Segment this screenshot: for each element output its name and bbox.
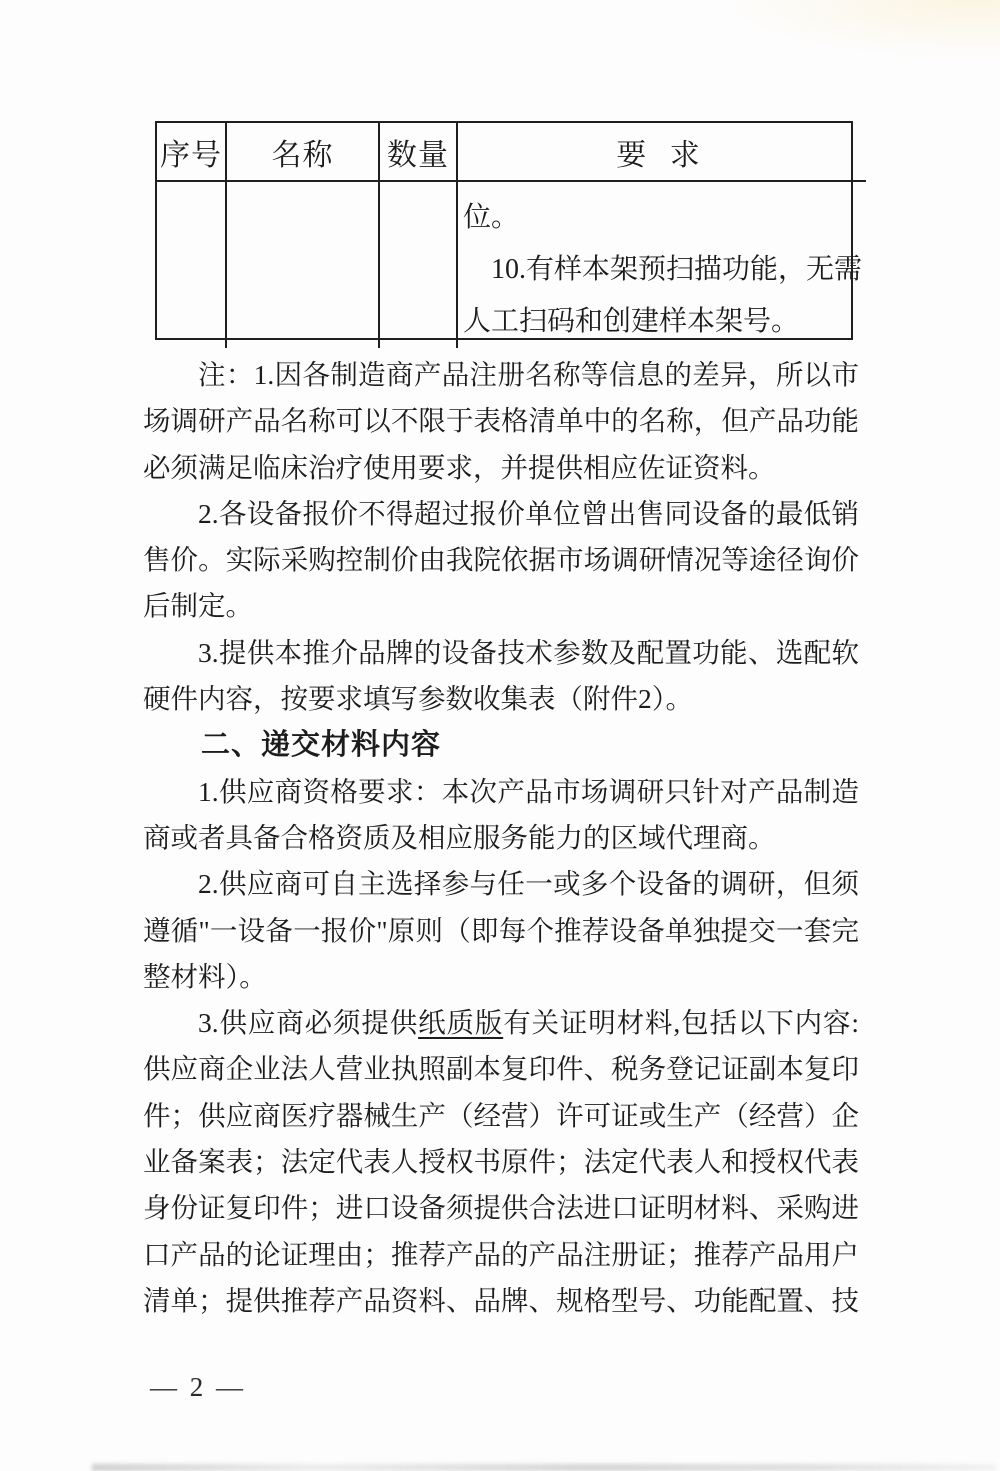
body-text-segment: 3.供应商必须提供 — [198, 1007, 419, 1039]
body-line: 清单；提供推荐产品资料、品牌、规格型号、功能配置、技 — [143, 1284, 859, 1316]
table-cell-seq — [157, 180, 225, 348]
table-header-qty: 数量 — [378, 123, 456, 180]
note-line: 2.各设备报价不得超过报价单位曾出售同设备的最低销 — [198, 497, 859, 529]
table-cell-requirement — [456, 180, 866, 348]
section-heading: 二、递交材料内容 — [201, 729, 442, 762]
requirement-line: 人工扫码和创建样本架号。 — [463, 306, 800, 337]
body-line: 身份证复印件；进口设备须提供合法进口证明材料、采购进 — [143, 1192, 859, 1224]
table-header-name: 名称 — [225, 123, 378, 180]
scan-edge-smudge — [92, 1464, 996, 1471]
body-line: 1.供应商资格要求：本次产品市场调研只针对产品制造 — [198, 775, 859, 807]
body-line: 整材料）。 — [143, 960, 267, 992]
requirements-table — [155, 121, 863, 340]
body-line-with-underline — [143, 1000, 859, 1046]
underlined-phrase: 纸质版 — [418, 1007, 504, 1039]
document-body — [143, 352, 859, 1324]
note-line: 硬件内容，按要求填写参数收集表（附件2）。 — [143, 683, 693, 715]
body-line: 件；供应商医疗器械生产（经营）许可证或生产（经营）企 — [143, 1099, 859, 1131]
table-cell-name — [225, 180, 378, 348]
body-line: 口产品的论证理由；推荐产品的产品注册证；推荐产品用户 — [143, 1238, 859, 1270]
requirement-line: 10.有样本架预扫描功能，无需 — [491, 254, 863, 285]
note-line: 3.提供本推介品牌的设备技术参数及配置功能、选配软 — [198, 636, 859, 668]
note-line: 后制定。 — [143, 590, 253, 622]
note-line: 必须满足临床治疗使用要求，并提供相应佐证资料。 — [143, 451, 776, 483]
body-line: 供应商企业法人营业执照副本复印件、税务登记证副本复印 — [143, 1053, 859, 1085]
page-number: — 2 — — [150, 1372, 246, 1402]
note-line: 注：1.因各制造商产品注册名称等信息的差异，所以市 — [198, 359, 859, 390]
table-header-requirement: 要 求 — [456, 123, 866, 180]
body-line: 业备案表；法定代表人授权书原件；法定代表人和授权代表 — [143, 1146, 859, 1178]
body-line: 遵循"一设备一报价"原则（即每个推荐设备单独提交一套完 — [143, 914, 859, 946]
note-line: 售价。实际采购控制价由我院依据市场调研情况等途径询价 — [143, 544, 859, 576]
requirement-line: 位。 — [463, 202, 520, 233]
body-line: 2.供应商可自主选择参与任一或多个设备的调研，但须 — [198, 868, 859, 900]
body-text-segment: 有关证明材料,包括以下内容: — [503, 1007, 859, 1039]
table-cell-qty — [378, 180, 456, 348]
body-line: 商或者具备合格资质及相应服务能力的区域代理商。 — [143, 821, 776, 853]
scan-corner-tint — [720, 0, 1000, 60]
note-line: 场调研产品名称可以不限于表格清单中的名称，但产品功能 — [143, 405, 859, 437]
table-header-seq: 序号 — [160, 138, 222, 172]
